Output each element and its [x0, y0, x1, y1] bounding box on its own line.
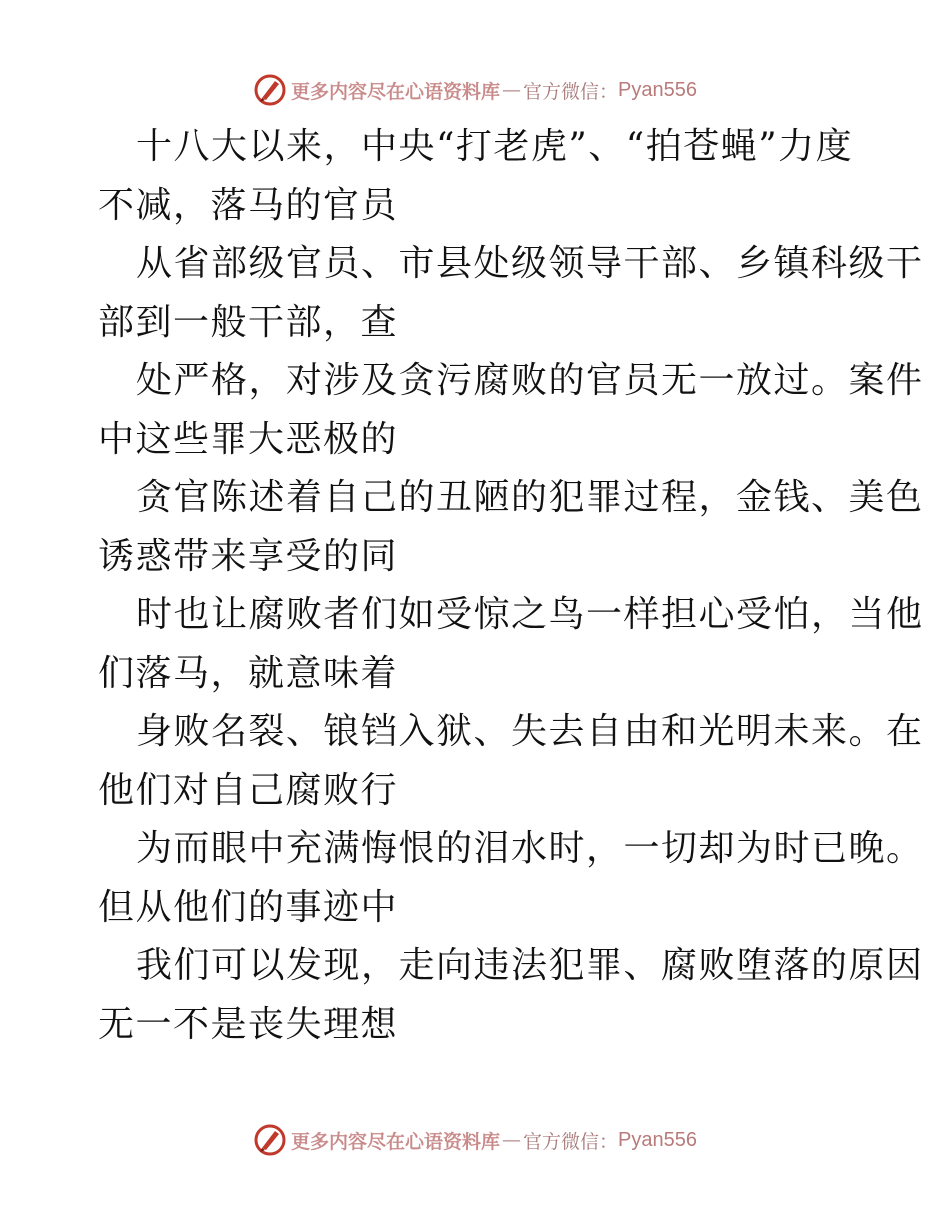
body-line: 但从他们的事迹中 [98, 886, 399, 928]
body-line: 诱惑带来享受的同 [98, 535, 399, 577]
footer-banner [0, 1120, 950, 1160]
header-site-text: 更多内容尽在心语资料库 [291, 80, 501, 103]
header-wechat-label: 官方微信： [523, 80, 619, 103]
body-line: 不减，落马的官员 [98, 184, 399, 226]
footer-wechat-id: Pyan556 [618, 1128, 697, 1151]
pen-logo-icon [253, 73, 287, 107]
pen-logo-icon [253, 1123, 287, 1157]
body-line: 中这些罪大恶极的 [98, 418, 399, 460]
body-line: 时也让腐败者们如受惊之鸟一样担心受怕，当他 [136, 594, 924, 635]
header-dash: — [502, 79, 522, 101]
header-banner [0, 70, 950, 110]
body-line: 贪官陈述着自己的丑陋的犯罪过程，金钱、美色 [136, 477, 924, 518]
body-line: 十八大以来，中央“打老虎”、“拍苍蝇”力度 [136, 126, 854, 167]
header-wechat-id: Pyan556 [618, 78, 697, 101]
footer-wechat-label: 官方微信： [523, 1130, 619, 1153]
body-line: 无一不是丧失理想 [98, 1003, 399, 1045]
body-line: 他们对自己腐败行 [98, 769, 399, 811]
footer-site-text: 更多内容尽在心语资料库 [291, 1130, 501, 1153]
body-line: 从省部级官员、市县处级领导干部、乡镇科级干 [136, 243, 924, 284]
footer-dash: — [502, 1129, 522, 1151]
body-line: 处严格，对涉及贪污腐败的官员无一放过。案件 [136, 360, 924, 401]
body-line: 身败名裂、锒铛入狱、失去自由和光明未来。在 [136, 711, 924, 752]
body-line: 我们可以发现，走向违法犯罪、腐败堕落的原因 [136, 945, 924, 986]
body-line: 们落马，就意味着 [98, 652, 399, 694]
body-line: 为而眼中充满悔恨的泪水时，一切却为时已晚。 [136, 828, 924, 869]
document-body [98, 118, 924, 1054]
body-line: 部到一般干部，查 [98, 301, 399, 343]
